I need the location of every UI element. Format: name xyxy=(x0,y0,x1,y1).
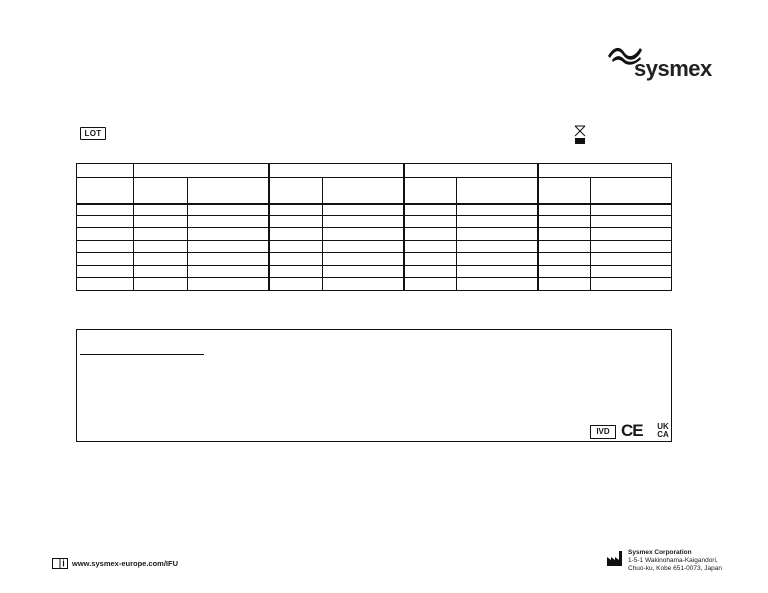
table-row-divider xyxy=(77,240,671,241)
info-heading-underline xyxy=(80,354,204,355)
table-group-divider xyxy=(268,164,270,290)
table-subcol-divider xyxy=(187,177,188,290)
manufacturer-info xyxy=(628,549,722,573)
table-subcol-divider xyxy=(456,177,457,290)
logo-wordmark: sysmex xyxy=(634,56,712,81)
ukca-line-1: UK xyxy=(657,422,669,431)
sysmex-logo xyxy=(606,42,716,82)
ivd-symbol: IVD xyxy=(590,425,616,439)
instructions-for-use-icon xyxy=(52,558,68,569)
table-group-divider xyxy=(403,164,405,290)
table-header-divider xyxy=(77,203,671,205)
table-col-divider xyxy=(133,164,134,290)
table-row-divider xyxy=(77,252,671,253)
table-subcol-divider xyxy=(322,177,323,290)
lot-values-table xyxy=(76,163,672,291)
table-row-divider xyxy=(77,265,671,266)
hourglass-expiry-icon xyxy=(574,125,586,145)
ce-mark: CE xyxy=(621,421,643,440)
ukca-line-2: CA xyxy=(657,430,669,439)
table-row-divider xyxy=(77,277,671,278)
table-row-divider xyxy=(77,177,671,178)
table-row-divider xyxy=(77,227,671,228)
ukca-mark xyxy=(654,423,672,439)
lot-symbol: LOT xyxy=(80,127,106,140)
table-subcol-divider xyxy=(590,177,591,290)
table-group-divider xyxy=(537,164,539,290)
manufacturer-icon xyxy=(607,551,625,566)
info-box xyxy=(76,329,672,442)
ifu-url: www.sysmex-europe.com/IFU xyxy=(72,559,179,568)
table-row-divider xyxy=(77,215,671,216)
manufacturer-address-line-1: 1-5-1 Wakinohama-Kaigandori, xyxy=(628,557,718,564)
manufacturer-name: Sysmex Corporation xyxy=(628,549,692,556)
manufacturer-address-line-2: Chuo-ku, Kobe 651-0073, Japan xyxy=(628,565,722,572)
